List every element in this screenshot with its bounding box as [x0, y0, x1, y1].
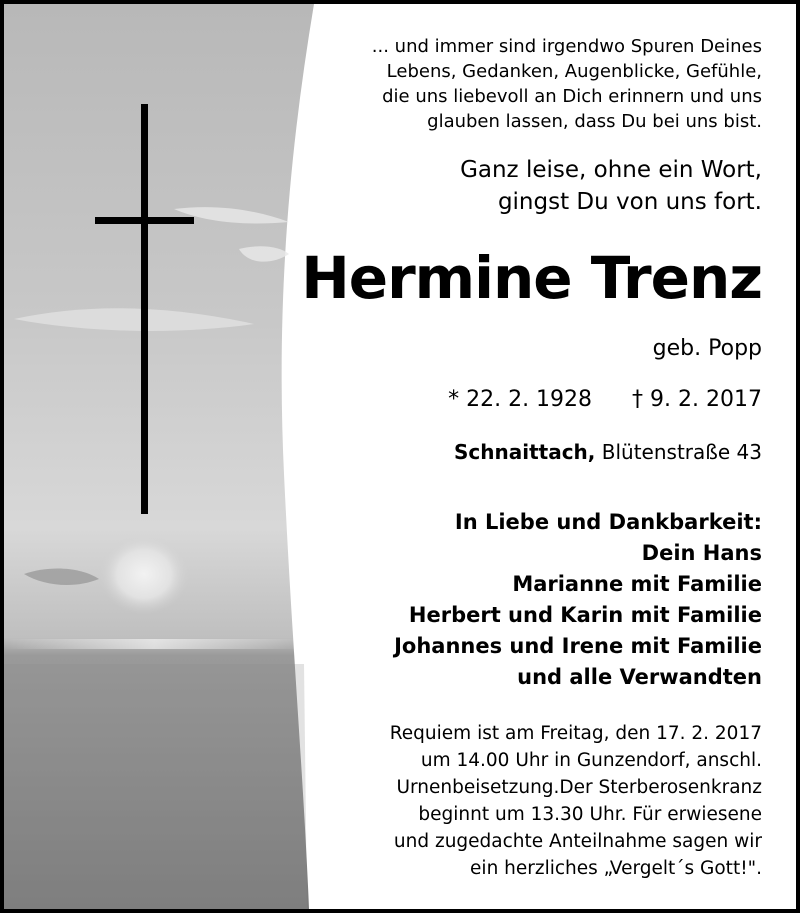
- cross-horizontal-bar: [95, 217, 194, 224]
- farewell-quote: [460, 154, 762, 218]
- mourner-line: Dein Hans: [641, 541, 762, 565]
- memorial-poem: [292, 34, 762, 134]
- death-date: † 9. 2. 2017: [632, 387, 762, 412]
- mourner-line: Johannes und Irene mit Familie: [394, 634, 762, 658]
- address-street: Blütenstraße 43: [601, 440, 762, 464]
- requiem-line: ein herzliches „Vergelt´s Gott!".: [470, 858, 762, 879]
- deceased-name: Hermine Trenz: [301, 244, 762, 312]
- requiem-line: und zugedachte Anteilnahme sagen wir: [393, 831, 762, 852]
- address-town: Schnaittach,: [454, 440, 596, 464]
- mourner-line: Herbert und Karin mit Familie: [408, 603, 762, 627]
- requiem-line: beginnt um 13.30 Uhr. Für erwiesene: [418, 804, 762, 825]
- poem-line: Lebens, Gedanken, Augenblicke, Gefühle,: [386, 61, 762, 82]
- mourners-heading: In Liebe und Dankbarkeit:: [454, 510, 762, 534]
- obituary-card: [4, 4, 796, 909]
- birth-date: * 22. 2. 1928: [448, 387, 593, 412]
- maiden-name: geb. Popp: [652, 336, 762, 361]
- poem-line: die uns liebevoll an Dich erinnern und uns: [382, 86, 762, 107]
- poem-line: glauben lassen, dass Du bei uns bist.: [427, 111, 762, 132]
- mourner-line: Marianne mit Familie: [512, 572, 762, 596]
- poem-line: ... und immer sind irgendwo Spuren Deines: [371, 36, 762, 57]
- mourner-line: und alle Verwandten: [517, 665, 762, 689]
- requiem-notice: [390, 720, 762, 882]
- mourners-list: [394, 507, 762, 693]
- requiem-line: Requiem ist am Freitag, den 17. 2. 2017: [389, 723, 762, 744]
- quote-line: gingst Du von uns fort.: [497, 189, 762, 215]
- address: [454, 440, 762, 464]
- cross-vertical-bar: [141, 104, 148, 514]
- sunset-sea-photo: [4, 4, 334, 909]
- requiem-line: Urnenbeisetzung.Der Sterberosenkranz: [396, 777, 762, 798]
- requiem-line: um 14.00 Uhr in Gunzendorf, anschl.: [420, 750, 762, 771]
- life-dates: [448, 387, 762, 412]
- quote-line: Ganz leise, ohne ein Wort,: [460, 157, 762, 183]
